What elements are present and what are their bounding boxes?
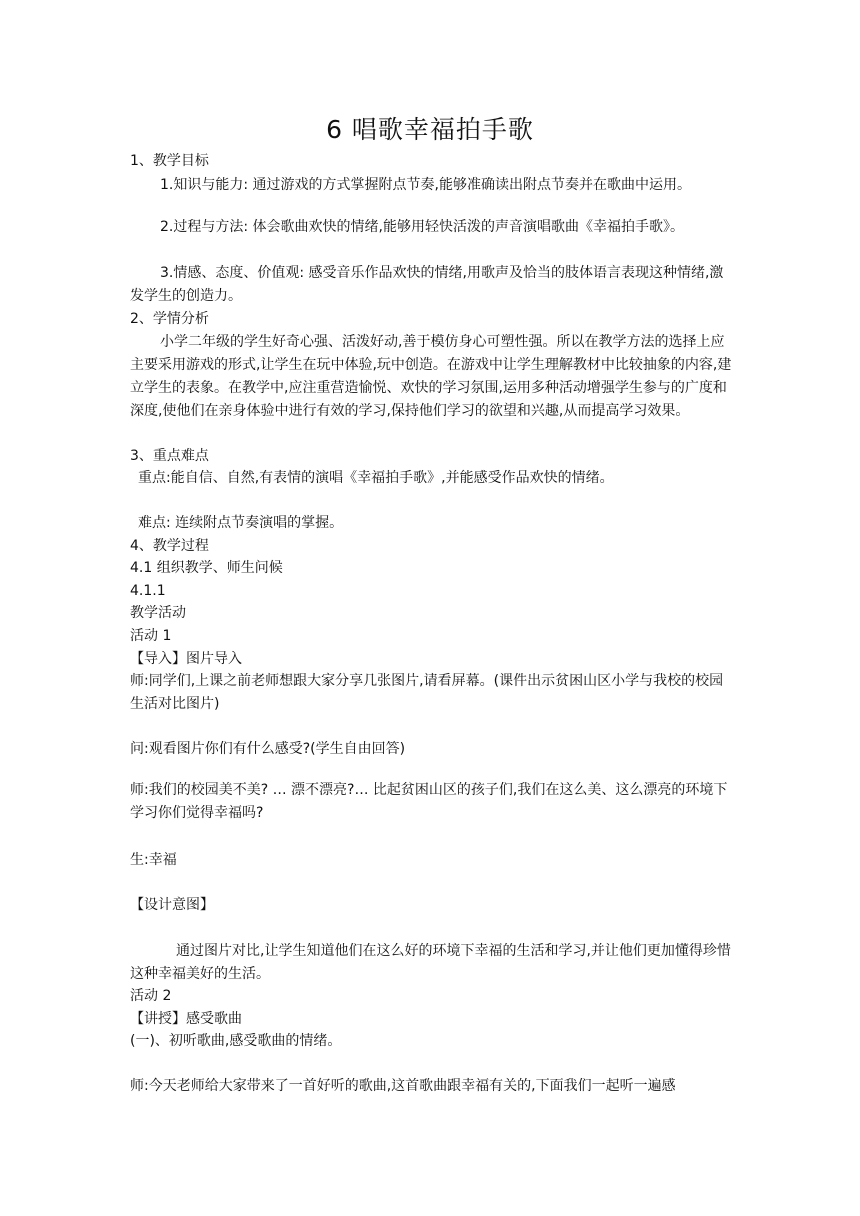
activity-2-label: 活动 2: [130, 988, 172, 1004]
teacher-line-2: 师:我们的校园美不美? … 漂不漂亮?… 比起贫困山区的孩子们,我们在这么美、这么漂亮的环境下学习你们觉得幸福吗?: [130, 782, 728, 821]
teacher-line-3: 师:今天老师给大家带来了一首好听的歌曲,这首歌曲跟幸福有关的,下面我们一起听一遍感: [130, 1078, 676, 1094]
document-title: 6 唱歌幸福拍手歌: [326, 115, 534, 144]
activities-label: 教学活动: [130, 605, 186, 621]
lecture-heading: 【讲授】感受歌曲: [130, 1011, 242, 1027]
question-line: 问:观看图片你们有什么感受?(学生自由回答): [130, 741, 406, 757]
subsection-4-1-1: 4.1.1: [130, 583, 166, 599]
intro-heading: 【导入】图片导入: [130, 651, 242, 667]
subsection-4-1: 4.1 组织教学、师生问候: [130, 560, 283, 576]
step-1-line: (一)、初听歌曲,感受歌曲的情绪。: [130, 1033, 342, 1049]
section-heading-analysis: 2、学情分析: [130, 311, 209, 327]
objective-item-2: 2.过程与方法: 体会歌曲欢快的情绪,能够用轻快活泼的声音演唱歌曲《幸福拍手歌》。: [160, 219, 684, 235]
design-intent-text: 通过图片对比,让学生知道他们在这么好的环境下幸福的生活和学习,并让他们更加懂得珍惜这种幸福美好的生活。: [130, 943, 731, 982]
objective-item-3: 3.情感、态度、价值观: 感受音乐作品欢快的情绪,用歌声及恰当的肢体语言表现这种情绪,激发学生的创造力。: [130, 265, 724, 304]
difficulty-text: 难点: 连续附点节奏演唱的掌握。: [138, 515, 344, 531]
design-intent-label: 【设计意图】: [130, 897, 214, 913]
objective-item-1: 1.知识与能力: 通过游戏的方式掌握附点节奏,能够准确读出附点节奏并在歌曲中运用。: [160, 177, 691, 193]
section-heading-objectives: 1、教学目标: [130, 153, 209, 169]
section-heading-key-points: 3、重点难点: [130, 448, 209, 464]
activity-1-label: 活动 1: [130, 628, 172, 644]
teacher-line-1: 师:同学们,上课之前老师想跟大家分享几张图片,请看屏幕。(课件出示贫困山区小学与我校的校园生活对比图片): [130, 673, 724, 712]
key-point-text: 重点:能自信、自然,有表情的演唱《幸福拍手歌》,并能感受作品欢快的情绪。: [138, 470, 614, 486]
student-answer: 生:幸福: [130, 852, 177, 868]
analysis-paragraph: 小学二年级的学生好奇心强、活泼好动,善于模仿身心可塑性强。所以在教学方法的选择上应主要采用游戏的形式,让学生在玩中体验,玩中创造。在游戏中让学生理解教材中比较抽象的内容,建立学生的表象。在教学中,应注重营造愉悦、欢快的学习氛围,运用多种活动增强学生参与的广度和深度,使他们在亲身体验中进行有效的学习,保持他们学习的欲望和兴趣,从而提高学习效果。: [130, 334, 732, 419]
section-heading-process: 4、教学过程: [130, 538, 209, 554]
